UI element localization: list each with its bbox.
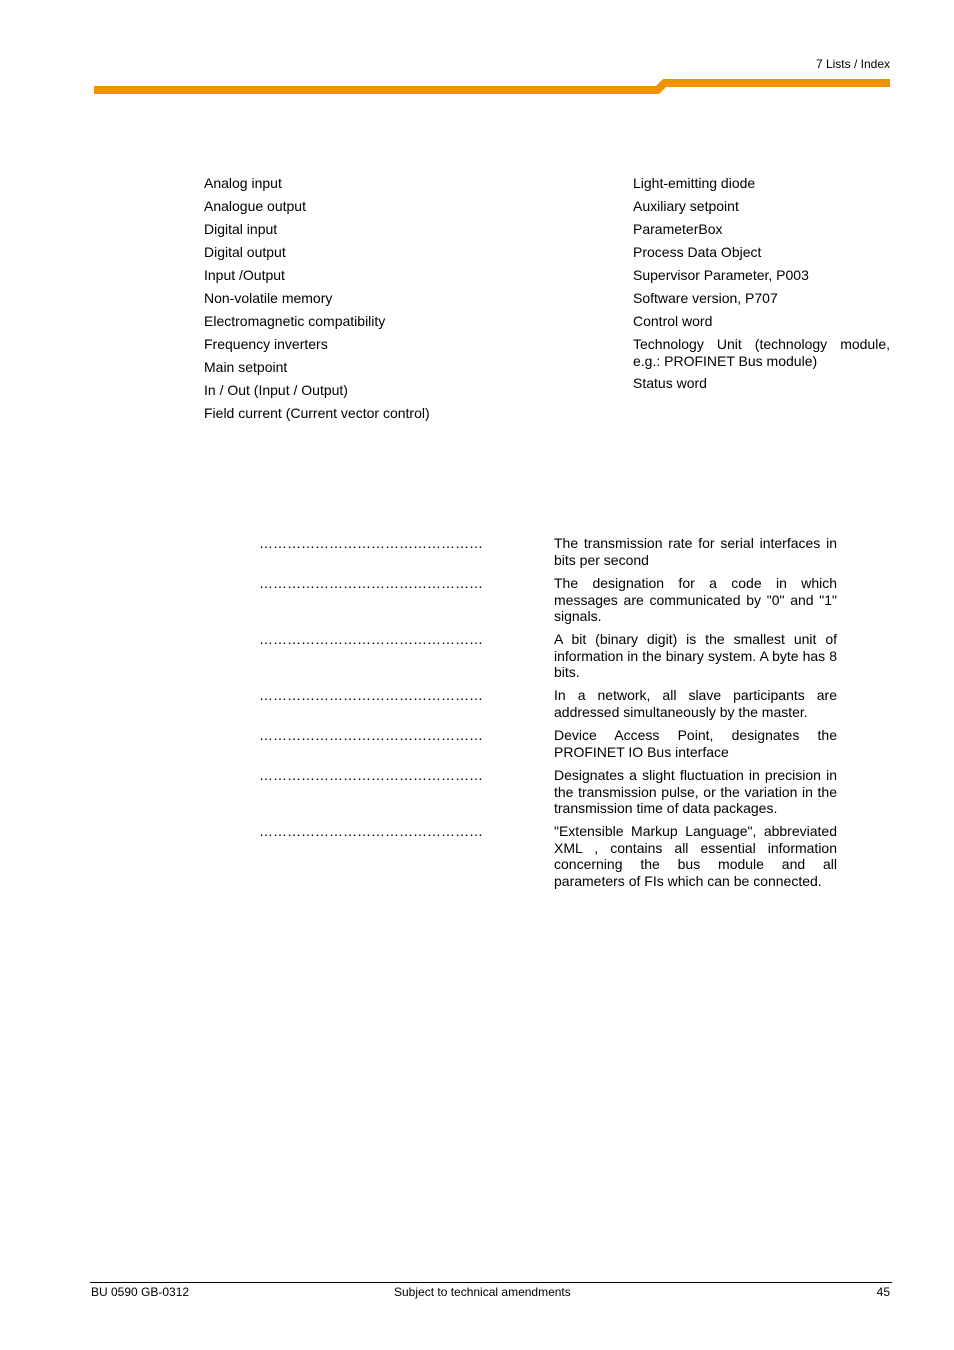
abbreviation-description: Electromagnetic compatibility <box>204 313 386 329</box>
abbreviation-description: Software version, P707 <box>633 290 778 306</box>
glossary-term: ………………………………………… <box>259 823 483 839</box>
header-accent-bar <box>0 0 954 100</box>
glossary-term: ………………………………………… <box>259 631 483 647</box>
abbreviation-description: Process Data Object <box>633 244 762 260</box>
glossary-definition: Designates a slight fluctuation in precision in the transmission pulse, or the variation in the transmission time of data packages. <box>554 767 837 816</box>
glossary-term: ………………………………………… <box>259 767 483 783</box>
abbreviation-description: Field current (Current vector control) <box>204 405 430 421</box>
abbreviation-description: Non-volatile memory <box>204 290 333 306</box>
footer-doc-id: BU 0590 GB-0312 <box>91 1285 190 1299</box>
glossary-definition: Device Access Point, designates the PROFINET IO Bus interface <box>554 727 837 760</box>
abbreviation-description: Digital output <box>204 244 286 260</box>
glossary-definition: A bit (binary digit) is the smallest unit of information in the binary system. A byte has 8 bits. <box>554 631 837 680</box>
abbreviation-description: Frequency inverters <box>204 336 328 352</box>
abbreviation-description: Analogue output <box>204 198 306 214</box>
abbreviation-description: Main setpoint <box>204 359 288 375</box>
abbreviation-description: Digital input <box>204 221 278 237</box>
glossary-term: ………………………………………… <box>259 575 483 591</box>
glossary-definition: "Extensible Markup Language", abbreviated XML , contains all essential information concerning the bus module and all parameters of FIs which can be connected. <box>554 823 837 889</box>
glossary-term: ………………………………………… <box>259 535 483 551</box>
section-title: 7 Lists / Index <box>815 57 890 71</box>
glossary-definition: The designation for a code in which messages are communicated by "0" and "1" signals. <box>554 575 837 624</box>
abbreviation-description: Status word <box>633 375 707 391</box>
abbreviation-description: Analog input <box>204 175 282 191</box>
abbreviation-description: ParameterBox <box>633 221 723 237</box>
abbreviation-description: Light-emitting diode <box>633 175 756 191</box>
abbreviation-description: Input /Output <box>204 267 285 283</box>
glossary-term: ………………………………………… <box>259 727 483 743</box>
glossary-term: ………………………………………… <box>259 687 483 703</box>
abbreviation-description: Control word <box>633 313 713 329</box>
glossary-definition: In a network, all slave participants are addressed simultaneously by the master. <box>554 687 837 720</box>
glossary-definition: The transmission rate for serial interfaces in bits per second <box>554 535 837 568</box>
abbreviation-description: In / Out (Input / Output) <box>204 382 348 398</box>
footer-rule <box>90 1282 892 1283</box>
abbreviation-description: Supervisor Parameter, P003 <box>633 267 809 283</box>
footer-note: Subject to technical amendments <box>394 1285 571 1299</box>
abbreviation-description: Auxiliary setpoint <box>633 198 739 214</box>
abbreviation-description: Technology Unit (technology module, e.g.: PROFINET Bus module) <box>633 336 890 369</box>
footer-page-number: 45 <box>876 1285 890 1299</box>
